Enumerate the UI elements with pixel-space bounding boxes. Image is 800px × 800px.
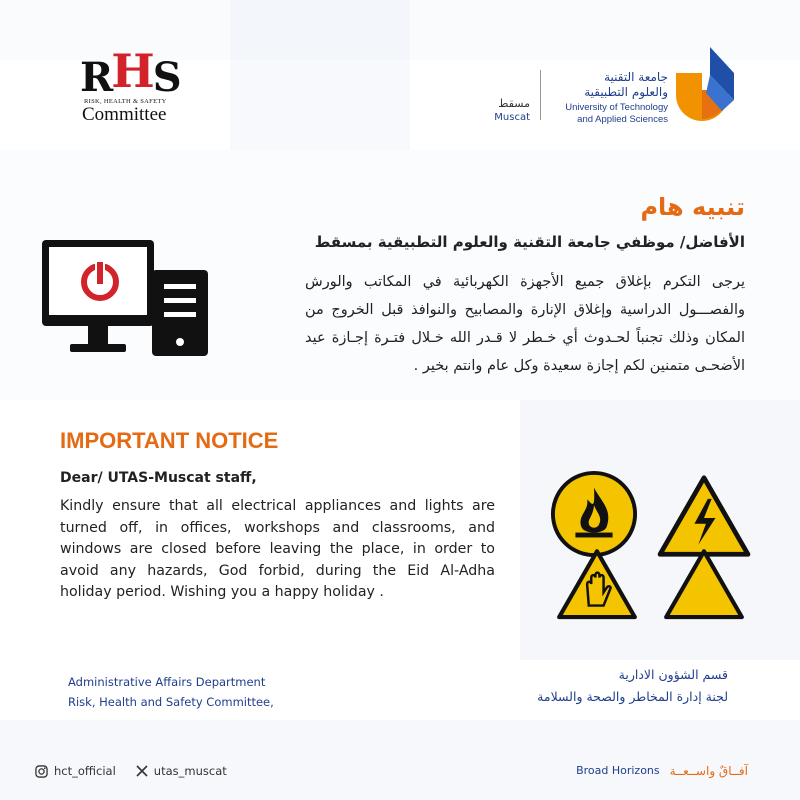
rhs-logo-committee: Committee: [82, 104, 167, 125]
footer-tagline: [576, 764, 748, 778]
english-title: IMPORTANT NOTICE: [60, 428, 279, 453]
utas-muscat-en: Muscat: [494, 112, 530, 123]
footer-social: [35, 764, 227, 778]
english-greeting: Dear/ UTAS-Muscat staff,: [60, 470, 257, 486]
fire-hazard-icon: [550, 470, 638, 558]
tagline-english: Broad Horizons: [576, 764, 660, 777]
signature-line: Risk, Health and Safety Committee,: [68, 695, 274, 709]
signature-line: Administrative Affairs Department: [68, 675, 266, 689]
rhs-logo-letter: R: [80, 54, 112, 101]
english-body: Kindly ensure that all electrical appliances and lights are turned off, in offices, workshops and classrooms, and windows are closed before leaving the place, in order to avoid any hazards, God forbid, during the Eid Al-Adha holiday period. Wishing you a happy holiday .: [60, 498, 495, 600]
instagram-icon: [35, 765, 48, 778]
warning-hazard-icon: [655, 548, 753, 622]
rhs-logo-subtitle: RISK, HEALTH & SAFETY: [84, 98, 167, 105]
english-signature: [68, 672, 274, 712]
utas-name-english: [565, 102, 668, 126]
rhs-committee-logo: [78, 44, 180, 126]
signature-line: قسم الشؤون الادارية: [618, 667, 728, 682]
utas-name-en-line: University of Technology: [565, 102, 668, 113]
arabic-greeting: الأفاضل/ موظفي جامعة التقنية والعلوم التطبيقية بمسقط: [314, 233, 745, 251]
rhs-logo-letter: H: [111, 44, 153, 98]
utas-name-ar-line: جامعة التقنية: [604, 70, 668, 84]
utas-mark-icon: [672, 45, 740, 130]
computer-power-icon: [40, 238, 210, 360]
arabic-title: تنبيه هام: [640, 193, 745, 221]
tagline-arabic: آفــاقٌ واســعــة: [669, 764, 748, 778]
x-handle[interactable]: utas_muscat: [153, 764, 227, 778]
utas-logo: [470, 45, 740, 135]
background-tile: [0, 720, 800, 800]
signature-line: لجنة إدارة المخاطر والصحة والسلامة: [537, 689, 728, 704]
x-icon: [136, 765, 148, 777]
utas-name-ar-line: والعلوم التطبيقية: [584, 85, 668, 99]
rhs-logo-letter: S: [152, 54, 180, 101]
utas-logo-divider: [540, 70, 541, 120]
arabic-body: يرجى التكرم بإغلاق جميع الأجهزة الكهربائية في المكاتب والورش والفصـــول الدراسية وإغلاق الإنارة والمصابيح والنوافذ قبل الخروج من المكان وذلك تجنباً لحـدوث أي خـطر لا قـدر الله خـلال فتـرة إجـازة عيد الأضحـى متمنين لكم إجازة سعيدة وكل عام وانتم بخير .: [305, 274, 745, 374]
utas-name-arabic: [584, 70, 668, 100]
utas-name-en-line: and Applied Sciences: [577, 114, 668, 125]
background-tile: [230, 0, 410, 150]
hand-crush-hazard-icon: [548, 548, 646, 622]
utas-muscat-ar: مسقط: [498, 97, 530, 110]
arabic-signature: [537, 664, 728, 708]
instagram-handle[interactable]: hct_official: [54, 764, 116, 778]
